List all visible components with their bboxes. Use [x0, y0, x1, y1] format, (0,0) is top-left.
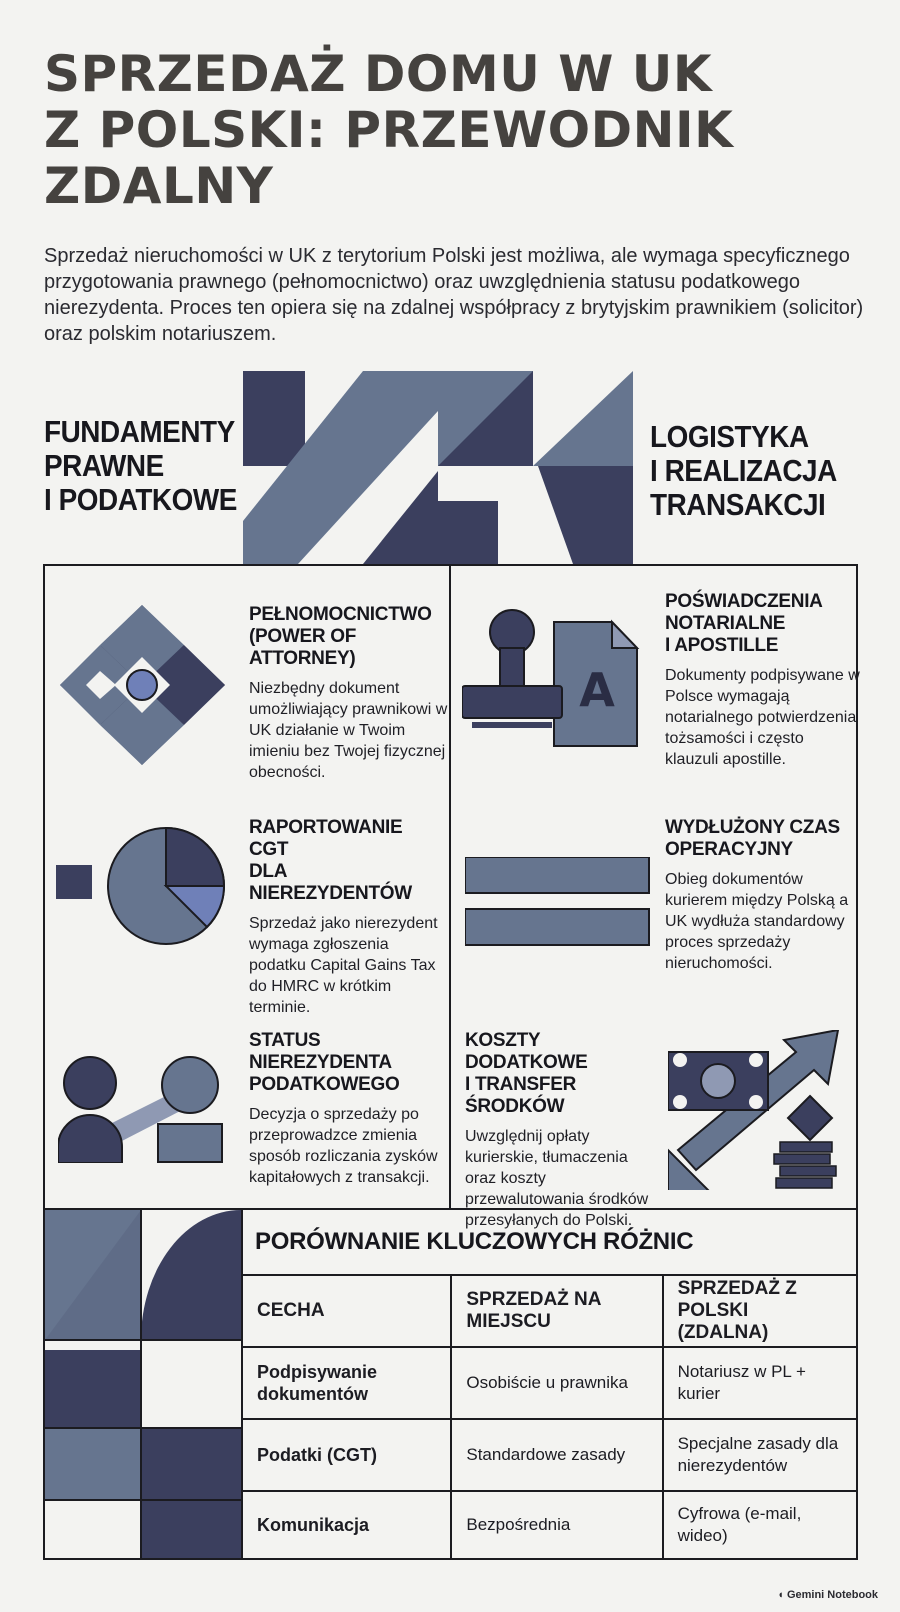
card-text: Sprzedaż jako nierezydent wymaga zgłoszenia podatku Capital Gains Tax do HMRC w krótkim terminie.	[249, 915, 438, 1016]
pie-chart-icon	[56, 820, 226, 952]
card-title: KOSZTY DODATKOWE I TRANSFER ŚRODKÓW	[465, 1030, 588, 1117]
header-cell-remote: SPRZEDAŻ Z POLSKI (ZDALNA)	[663, 1275, 857, 1347]
card-title: PEŁNOMOCNICTWO (POWER OF ATTORNEY)	[249, 604, 432, 669]
footer-brand	[777, 1589, 878, 1601]
page-title	[44, 46, 864, 214]
footer-brand-label: Gemini Notebook	[786, 1589, 878, 1601]
card-text: Decyzja o sprzedaży po przeprowadzce zmienia sposób rozliczania zysków kapitałowych z transakcji.	[249, 1106, 438, 1186]
notebook-logo-icon: ◖	[777, 1589, 784, 1601]
comparison-title: PORÓWNANIE KLUCZOWYCH RÓŻNIC	[255, 1228, 694, 1255]
table-cell: Podpisywanie dokumentów	[242, 1347, 451, 1419]
table-cell: Podatki (CGT)	[242, 1419, 451, 1491]
card-title: WYDŁUŻONY CZAS OPERACYJNY	[665, 817, 840, 860]
card-title: RAPORTOWANIE CGT DLA NIEREZYDENTÓW	[249, 817, 412, 904]
card-title: POŚWIADCZENIA NOTARIALNE I APOSTILLE	[665, 591, 823, 656]
comparison-title-bar	[241, 1208, 858, 1276]
uk-geometric-motif	[243, 371, 635, 564]
intro-paragraph: Sprzedaż nieruchomości w UK z terytorium Polski jest możliwa, ale wymaga specyficznego przygotowania prawnego (pełnomocnictwo) oraz uwzględnienia statusu podatkowego nierezydenta. Proces ten opiera się na zdalnej współpracy z brytyjskim prawnikiem (solicitor) oraz polskim notariuszem.	[44, 245, 864, 345]
table-cell: Specjalne zasady dla nierezydentów	[663, 1419, 857, 1491]
bars-icon	[465, 857, 650, 947]
card-cgt-reporting	[249, 817, 444, 1018]
comparison-decoration	[45, 1210, 241, 1558]
card-extended-time	[665, 817, 860, 974]
cards-divider	[449, 564, 451, 1210]
table-cell: Bezpośrednia	[451, 1491, 662, 1559]
table-cell: Standardowe zasady	[451, 1419, 662, 1491]
title-line-3: ZDALNY	[44, 157, 274, 215]
card-title: STATUS NIEREZYDENTA PODATKOWEGO	[249, 1030, 400, 1095]
document-letter: A	[579, 663, 615, 717]
card-text: Obieg dokumentów kurierem między Polską a UK wydłuża standardowy proces sprzedaży nieruchomości.	[665, 871, 849, 972]
table-cell: Osobiście u prawnika	[451, 1347, 662, 1419]
card-text: Uwzględnij opłaty kurierskie, tłumaczenia oraz koszty przewalutowania środków przesyłanych do Polski.	[465, 1128, 649, 1229]
comparison-table-wrap	[241, 1274, 858, 1560]
stamp-document-icon	[462, 608, 642, 748]
header-cell-feature: CECHA	[242, 1275, 451, 1347]
title-line-2: Z POLSKI: PRZEWODNIK	[44, 101, 734, 159]
section-heading-right: LOGISTYKA I REALIZACJA TRANSAKCJI	[650, 419, 837, 522]
table-cell: Cyfrowa (e-mail, wideo)	[663, 1491, 857, 1559]
table-cell: Komunikacja	[242, 1491, 451, 1559]
card-nonresident-status	[249, 1030, 444, 1188]
header-cell-local: SPRZEDAŻ NA MIEJSCU	[451, 1275, 662, 1347]
section-heading-left: FUNDAMENTY PRAWNE I PODATKOWE	[44, 414, 237, 517]
money-transfer-icon	[668, 1030, 853, 1190]
people-connection-icon	[58, 1055, 228, 1163]
title-line-1: SPRZEDAŻ DOMU W UK	[44, 45, 713, 103]
table-row	[242, 1419, 857, 1491]
interlocking-diamond-icon	[60, 605, 225, 765]
table-header-row	[242, 1275, 857, 1347]
table-row	[242, 1347, 857, 1419]
table-cell: Notariusz w PL + kurier	[663, 1347, 857, 1419]
table-row	[242, 1491, 857, 1559]
card-text: Niezbędny dokument umożliwiający prawnikowi w UK działanie w Twoim imieniu bez Twojej fizycznej obecności.	[249, 680, 448, 781]
card-power-of-attorney	[249, 604, 449, 783]
card-additional-costs	[465, 1030, 655, 1231]
card-text: Dokumenty podpisywane w Polsce wymagają notarialnego potwierdzenia tożsamości i często klauzuli apostille.	[665, 667, 860, 768]
comparison-table	[241, 1274, 858, 1560]
card-notarial-apostille	[665, 591, 860, 770]
